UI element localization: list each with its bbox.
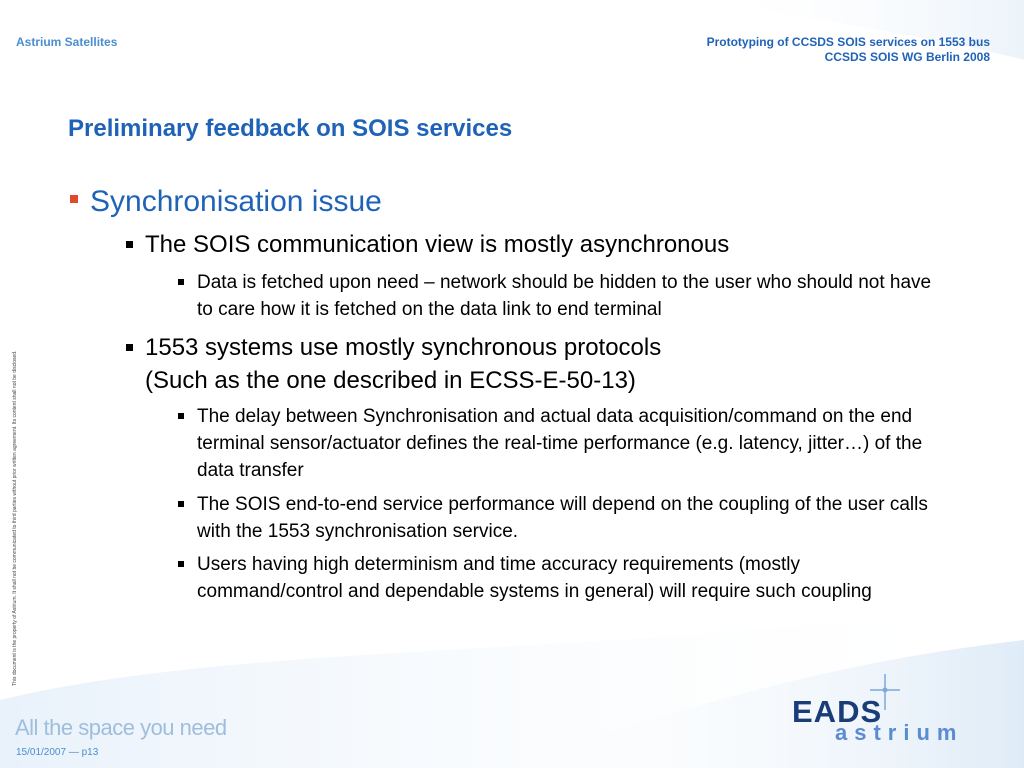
presentation-title: Prototyping of CCSDS SOIS services on 1553 bus [706, 35, 990, 49]
logo-eads-text: EADS [792, 694, 883, 729]
confidentiality-note: This document is the property of Astrium. It shall not be communicated to third parties without prior written agreement. Its content shall not be disclosed. [12, 350, 18, 686]
bullet-text: Users having high determinism and time accuracy requirements (mostly command/control and dependable systems in general) will require such coupling [197, 554, 872, 602]
slide-title: Preliminary feedback on SOIS services [68, 115, 513, 142]
square-bullet-icon [126, 241, 133, 248]
bullet-level2-async [126, 228, 729, 261]
red-square-bullet-icon [70, 195, 78, 203]
event-name: CCSDS SOIS WG Berlin 2008 [824, 50, 990, 64]
footer-date-page: 15/01/2007 — p13 [16, 747, 99, 758]
square-bullet-icon [178, 561, 184, 567]
tagline: All the space you need [15, 715, 227, 740]
bullet-level3-determinism [178, 551, 948, 605]
bullet-level3-performance [178, 491, 948, 545]
bullet-text-line1: 1553 systems use mostly synchronous protocols [145, 334, 662, 361]
square-bullet-icon [178, 413, 184, 419]
bullet-level3-data-fetched [178, 269, 948, 323]
bullet-level1-synchronisation [70, 185, 382, 219]
company-name: Astrium Satellites [16, 35, 118, 49]
bullet-level2-1553 [126, 331, 661, 397]
bullet-text: The delay between Synchronisation and actual data acquisition/command on the end terminal sensor/actuator defines the real-time performance (e.g. latency, jitter…) of the data transfer [197, 406, 923, 481]
logo-astrium-text: astrium [835, 720, 964, 745]
bullet-text: Synchronisation issue [90, 185, 382, 218]
square-bullet-icon [178, 501, 184, 507]
square-bullet-icon [126, 344, 133, 351]
bullet-text: Data is fetched upon need – network should be hidden to the user who should not have to care how it is fetched on the data link to end terminal [197, 272, 932, 320]
bullet-text: The SOIS communication view is mostly asynchronous [145, 231, 730, 258]
square-bullet-icon [178, 279, 184, 285]
bullet-level3-delay [178, 403, 948, 484]
bullet-text-line2: (Such as the one described in ECSS-E-50-13) [145, 367, 636, 394]
eads-astrium-logo [780, 670, 1000, 750]
bullet-text: The SOIS end-to-end service performance will depend on the coupling of the user calls with the 1553 synchronisation service. [197, 494, 928, 542]
header-right [707, 35, 990, 65]
